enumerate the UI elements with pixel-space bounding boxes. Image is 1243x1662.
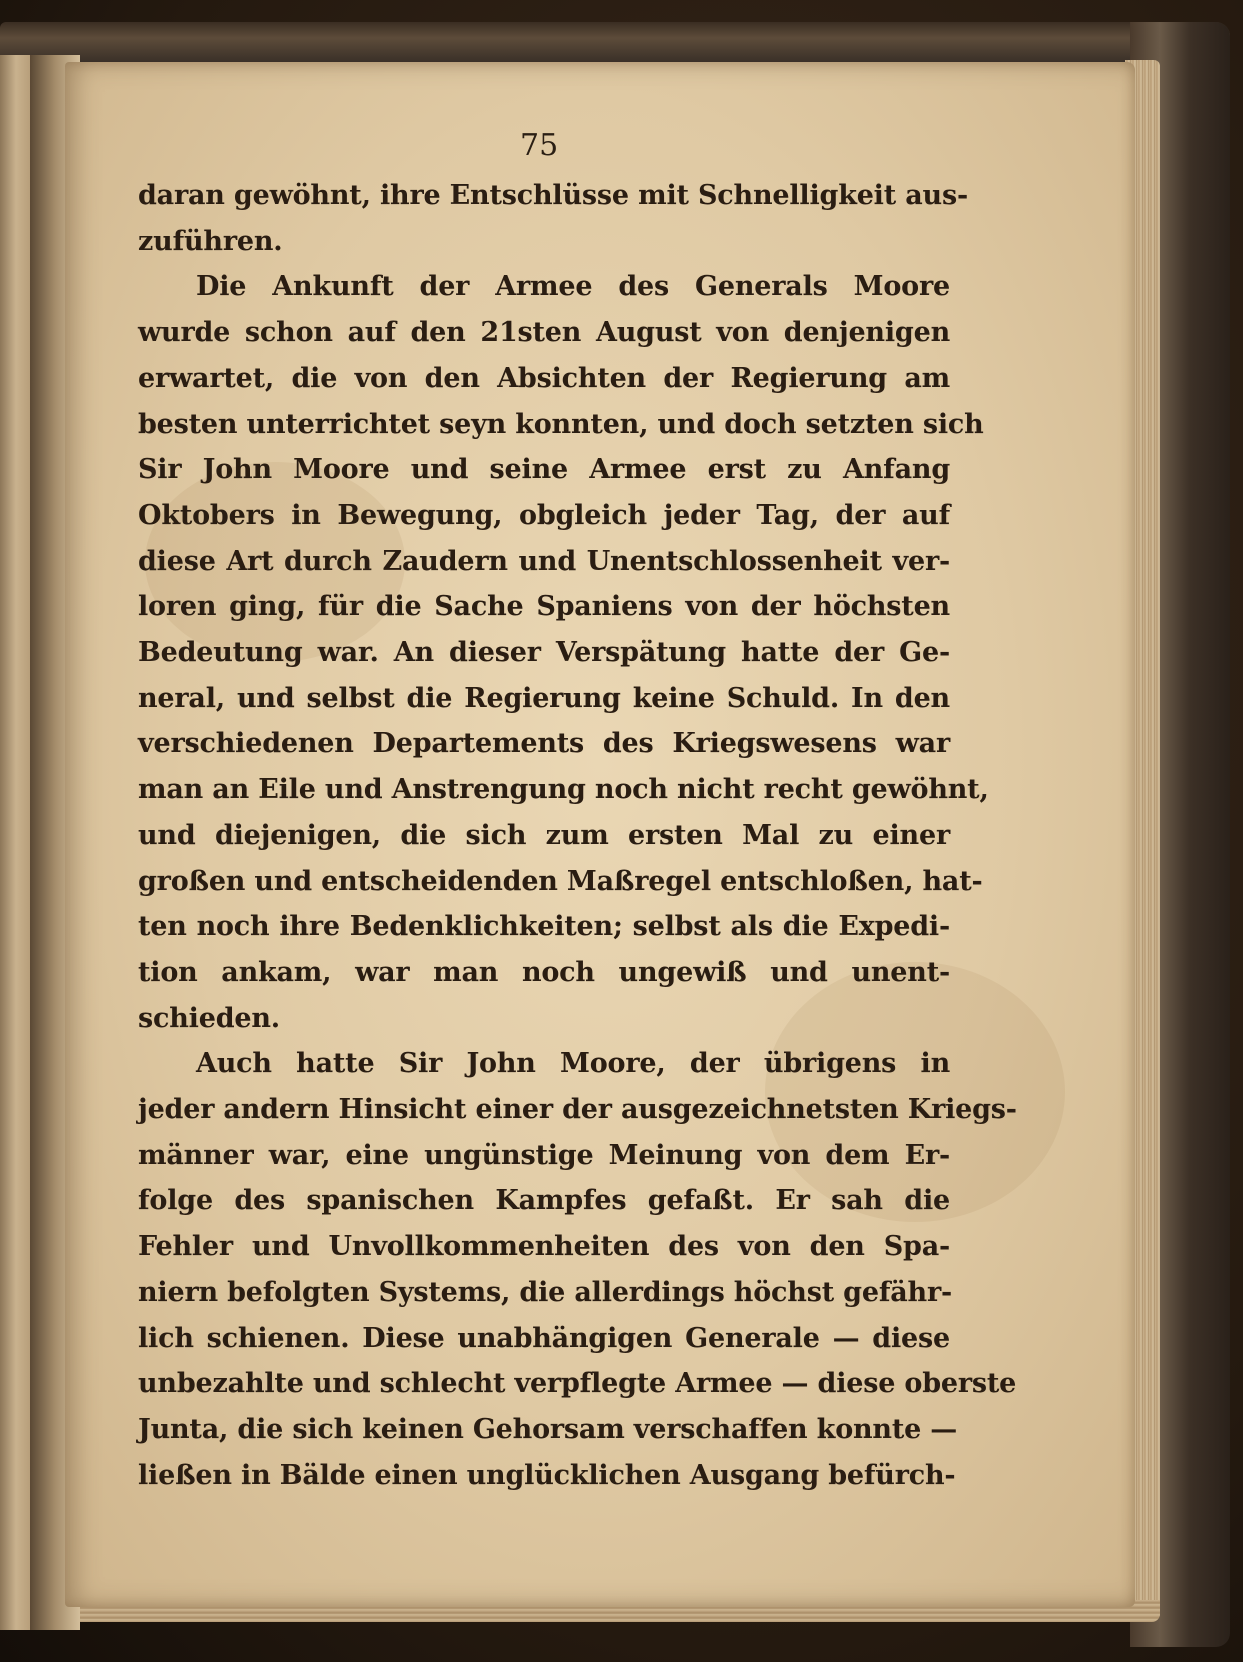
text-line: daran gewöhnt, ihre Entschlüsse mit Schnelligkeit aus-: [138, 180, 968, 211]
text-line: folge des spanischen Kampfes gefaßt. Er sah die: [138, 1185, 950, 1217]
text-line: ließen in Bälde einen unglücklichen Ausgang befürch-: [138, 1459, 956, 1491]
text-line: lich schienen. Diese unabhängigen Generale — diese: [138, 1322, 950, 1354]
text-line: diese Art durch Zaudern und Unentschlossenheit ver-: [138, 545, 950, 577]
page-text: [138, 173, 1017, 1498]
text-line: Auch hatte Sir John Moore, der übrigens in: [196, 1048, 950, 1080]
text-line: ten noch ihre Bedenklichkeiten; selbst als die Expedi-: [138, 911, 950, 943]
text-line: man an Eile und Anstrengung noch nicht recht gewöhnt,: [138, 774, 989, 806]
text-line: Die Ankunft der Armee des Generals Moore: [196, 271, 950, 303]
text-line: und diejenigen, die sich zum ersten Mal zu einer: [138, 819, 950, 851]
text-line: tion ankam, war man noch ungewiß und unent-: [138, 956, 950, 988]
text-line: neral, und selbst die Regierung keine Schuld. In den: [138, 682, 950, 714]
text-line: Oktobers in Bewegung, obgleich jeder Tag, der auf: [138, 499, 950, 531]
text-line: zuführen.: [138, 225, 283, 257]
paragraph: [138, 1041, 1017, 1498]
text-line: männer war, eine ungünstige Meinung von dem Er-: [138, 1139, 950, 1171]
text-line: wurde schon auf den 21sten August von denjenigen: [138, 317, 950, 349]
text-line: unbezahlte und schlecht verpflegte Armee — diese oberste: [138, 1368, 1017, 1400]
text-line: schieden.: [138, 1002, 280, 1034]
text-line: niern befolgten Systems, die allerdings höchst gefähr-: [138, 1276, 953, 1308]
text-line: jeder andern Hinsicht einer der ausgezeichnetsten Kriegs-: [138, 1094, 1017, 1126]
text-line: loren ging, für die Sache Spaniens von der höchsten: [138, 591, 950, 623]
text-line: großen und entscheidenden Maßregel entschloßen, hat-: [138, 865, 983, 897]
paragraph: [138, 264, 989, 1041]
text-line: Sir John Moore und seine Armee erst zu Anfang: [138, 454, 950, 486]
book-cover-top: [0, 22, 1230, 62]
page-number: 75: [520, 128, 559, 163]
text-line: Junta, die sich keinen Gehorsam verschaffen konnte —: [138, 1413, 958, 1445]
text-line: erwartet, die von den Absichten der Regierung am: [138, 362, 950, 394]
paragraph: [138, 173, 968, 264]
text-line: Fehler und Unvollkommenheiten des von den Spa-: [138, 1231, 950, 1263]
text-line: besten unterrichtet seyn konnten, und doch setzten sich: [138, 408, 984, 440]
text-line: verschiedenen Departements des Kriegswesens war: [138, 728, 950, 760]
text-line: Bedeutung war. An dieser Verspätung hatte der Ge-: [138, 637, 950, 669]
